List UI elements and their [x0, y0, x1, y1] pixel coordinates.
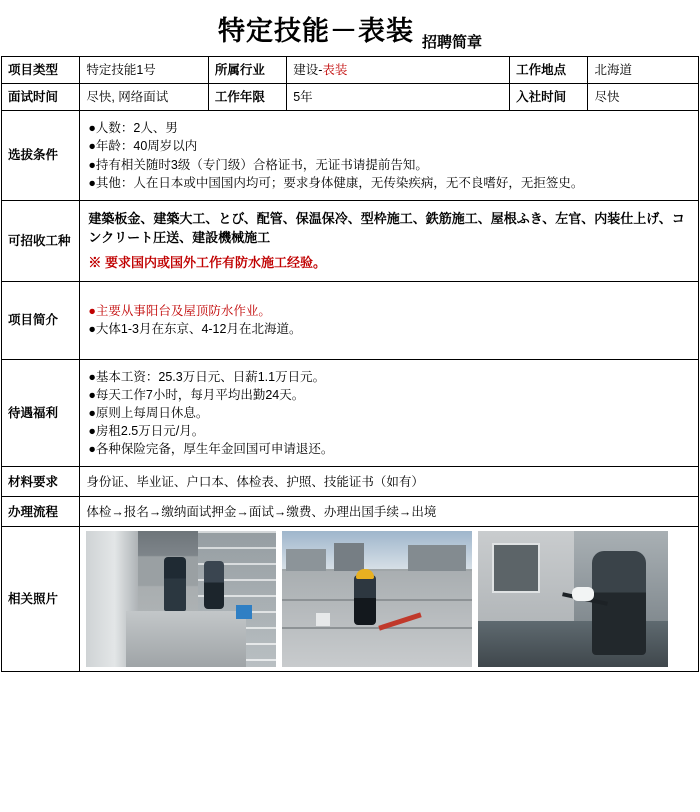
- interview-time-value: 尽快, 网络面试: [80, 84, 209, 111]
- list-item: ●大体1-3月在东京、4-12月在北海道。: [88, 322, 302, 337]
- process-value: 体检→报名→缴纳面试押金→面试→缴费、办理出国手续→出境: [80, 497, 699, 527]
- list-item: ●原则上每周日休息。: [88, 405, 209, 420]
- benefits-label: 待遇福利: [2, 359, 80, 467]
- jobs-text: 建築板金、建築大工、とび、配管、保温保冷、型枠施工、鉄筋施工、屋根ふき、左官、内装仕上げ、コンクリート圧送、建設機械施工: [88, 210, 685, 246]
- work-location-value: 北海道: [588, 57, 699, 84]
- list-item: ●年龄：40周岁以内: [88, 139, 198, 154]
- selection-list: [88, 119, 690, 192]
- entry-time-label: 入社时间: [510, 84, 588, 111]
- benefits-list: [88, 368, 690, 459]
- intro-list: [88, 302, 690, 338]
- industry-value: [287, 57, 510, 84]
- selection-value: [80, 111, 699, 201]
- photos-value: [80, 527, 699, 672]
- interview-time-label: 面试时间: [2, 84, 80, 111]
- photo-gallery: [86, 531, 692, 667]
- project-type-label: 项目类型: [2, 57, 80, 84]
- photo-balcony-waterproofing: [86, 531, 276, 667]
- table-row: [2, 111, 699, 201]
- project-type-value: 特定技能1号: [80, 57, 209, 84]
- industry-value-prefix: 建设-: [293, 63, 323, 77]
- list-item: ●基本工资：25.3万日元、日薪1.1万日元。: [88, 369, 326, 384]
- list-item: ●主要从事阳台及屋顶防水作业。: [88, 303, 271, 318]
- jobs-label: 可招收工种: [2, 200, 80, 281]
- list-item: ●房租2.5万日元/月。: [88, 423, 205, 438]
- list-item: ●持有相关随时3级（专门级）合格证书，无证书请提前告知。: [88, 157, 428, 172]
- title-sub: 招聘简章: [421, 35, 482, 51]
- table-row: [2, 200, 699, 281]
- list-item: ●人数：2人、男: [88, 121, 178, 136]
- materials-value: 身份证、毕业证、户口本、体检表、护照、技能证书（如有）: [80, 467, 699, 497]
- industry-label: 所属行业: [208, 57, 286, 84]
- list-item: ●其他：人在日本或中国国内均可；要求身体健康，无传染疾病，无不良嗜好，无拒签史。: [88, 175, 584, 190]
- table-row: [2, 281, 699, 359]
- page-title: [0, 0, 700, 56]
- jobs-note: ※ 要求国内或国外工作有防水施工经验。: [88, 254, 326, 270]
- table-row: [2, 497, 699, 527]
- info-table: [1, 56, 699, 672]
- list-item: ●各种保险完备，厚生年金回国可申请退还。: [88, 442, 334, 457]
- table-row: [2, 57, 699, 84]
- title-main: 特定技能－表装: [217, 15, 414, 46]
- photo-wall-spraying: [478, 531, 668, 667]
- list-item: ●每天工作7小时，每月平均出勤24天。: [88, 387, 305, 402]
- selection-label: 选拔条件: [2, 111, 80, 201]
- jobs-value: [80, 200, 699, 281]
- process-label: 办理流程: [2, 497, 80, 527]
- intro-value: [80, 281, 699, 359]
- photos-label: 相关照片: [2, 527, 80, 672]
- photo-roof-waterproofing: [282, 531, 472, 667]
- table-row: [2, 527, 699, 672]
- materials-label: 材料要求: [2, 467, 80, 497]
- table-row: [2, 467, 699, 497]
- intro-label: 项目简介: [2, 281, 80, 359]
- work-years-value: 5年: [287, 84, 510, 111]
- industry-value-accent: 表装: [322, 63, 348, 77]
- entry-time-value: 尽快: [588, 84, 699, 111]
- benefits-value: [80, 359, 699, 467]
- work-location-label: 工作地点: [510, 57, 588, 84]
- work-years-label: 工作年限: [208, 84, 286, 111]
- table-row: [2, 359, 699, 467]
- table-row: [2, 84, 699, 111]
